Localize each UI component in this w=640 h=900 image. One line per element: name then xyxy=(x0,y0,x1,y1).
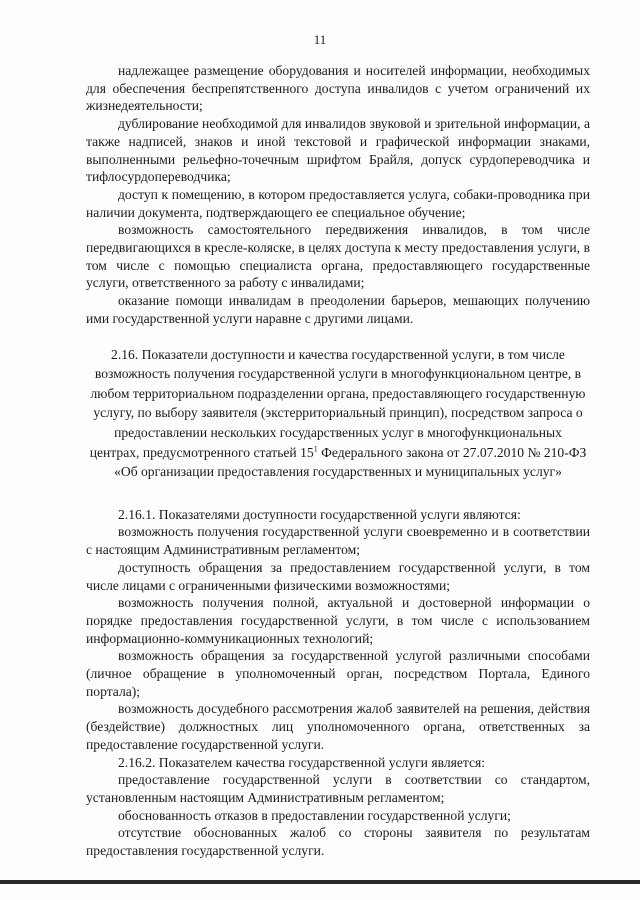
section-heading xyxy=(86,345,590,482)
paragraph: дублирование необходимой для инвалидов звуковой и зрительной информации, а также надписей, знаков и иной текстовой и графической информации знаками, выполненными рельефно-точечным шрифтом Брайля, допуск сурдопереводчика и тифлосурдопереводчика; xyxy=(86,116,590,185)
list-item: обоснованность отказов в предоставлении государственной услуги; xyxy=(118,807,511,823)
section-heading-text: 2.16. Показатели доступности и качества государственной услуги, в том числе возможность получения государственной услуги в многофункциональном центре, в любом территориальном подразделении органа, предоставляющего государственную услугу, по выбору заявителя (экстерриториальный принцип), посредством запроса о предоставлении нескольких государственных услуг в многофункциональных центрах, предусмотренного статьей 15 xyxy=(89,346,586,460)
list-item: возможность получения государственной услуги своевременно и в соответствии с настоящим Административным регламентом; xyxy=(86,524,590,558)
paragraph: возможность самостоятельного передвижения инвалидов, в том числе передвигающихся в кресле-коляске, в целях доступа к месту предоставления услуги, в том числе с помощью специалиста органа, предоставляющего государственные услуги, ответственного за работу с инвалидами; xyxy=(86,222,590,291)
list-item: доступность обращения за предоставлением государственной услуги, в том числе лицами с ограниченными физическими возможностями; xyxy=(86,559,590,593)
subsection-title: 2.16.1. Показателями доступности государственной услуги являются: xyxy=(118,506,521,522)
page-number: 11 xyxy=(313,32,327,47)
list-item: отсутствие обоснованных жалоб со стороны заявителя по результатам предоставления государственной услуги. xyxy=(86,825,590,859)
paragraph: доступ к помещению, в котором предоставляется услуга, собаки-проводника при наличии документа, подтверждающего ее специальное обучение; xyxy=(86,186,590,220)
list-item: возможность обращения за государственной услугой различными способами (личное обращение в уполномоченный орган, посредством Портала, Единого портала); xyxy=(86,648,590,699)
paragraph: оказание помощи инвалидам в преодолении барьеров, мешающих получению ими государственной услуги наравне с другими лицами. xyxy=(86,293,590,326)
list-item: предоставление государственной услуги в соответствии со стандартом, установленным настоящим Административным регламентом; xyxy=(86,772,590,805)
bottom-border xyxy=(0,880,640,884)
paragraph: надлежащее размещение оборудования и носителей информации, необходимых для обеспечения беспрепятственного доступа инвалидов с учетом ограничений их жизнедеятельности; xyxy=(86,63,590,114)
subsection-title: 2.16.2. Показателем качества государственной услуги является: xyxy=(118,754,486,770)
footnote-superscript: 1 xyxy=(313,443,318,453)
section-heading-text-continued: Федерального закона от 27.07.2010 № 210-ФЗ «Об организации предоставления государственных и муниципальных услуг» xyxy=(114,444,587,480)
page-content xyxy=(86,62,590,860)
list-item: возможность получения полной, актуальной и достоверной информации о порядке предоставления государственной услуги, в том числе с использованием информационно-коммуникационных технологий; xyxy=(86,595,590,646)
list-item: возможность досудебного рассмотрения жалоб заявителей на решения, действия (бездействие) должностных лиц уполномоченного органа, ответственных за предоставление государственной услуги. xyxy=(86,701,590,752)
